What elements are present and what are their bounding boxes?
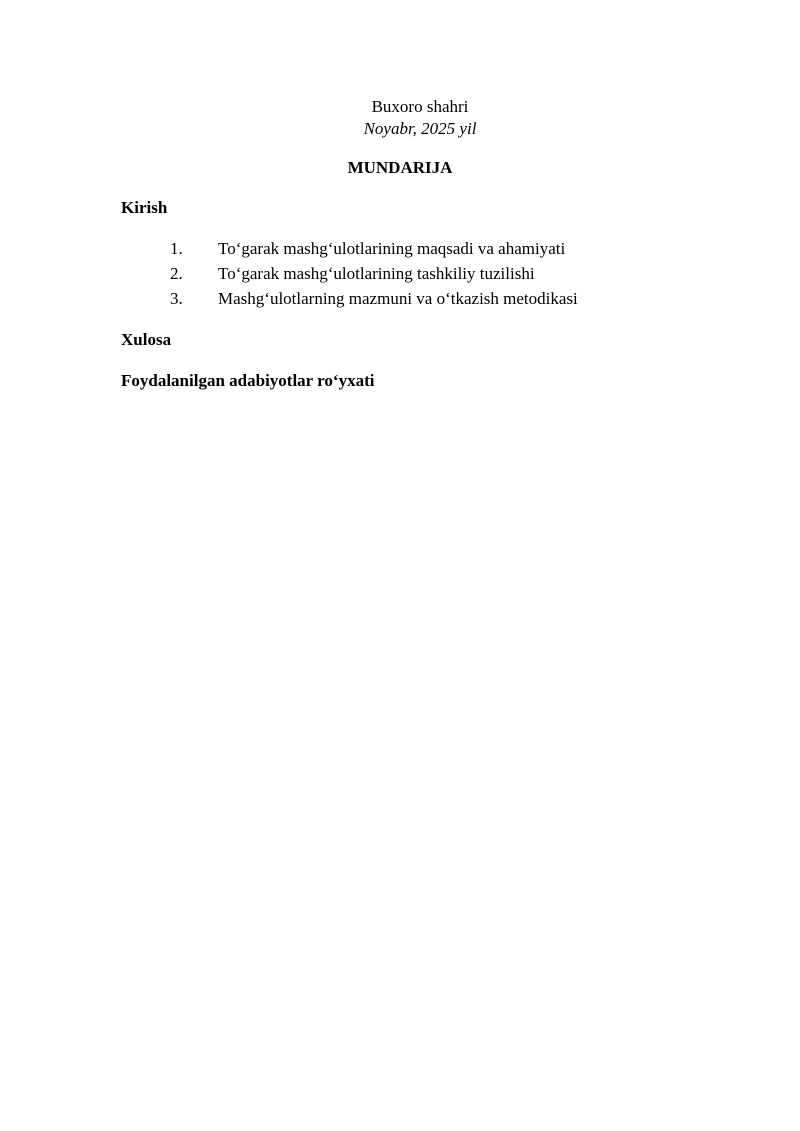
toc-item-number: 1. [170,239,183,258]
city-line: Buxoro shahri [371,97,469,116]
toc-section-references: Foydalanilgan adabiyotlar ro‘yxati [121,371,375,390]
toc-item-text: Mashg‘ulotlarning mazmuni va o‘tkazish metodikasi [218,289,578,308]
toc-title: MUNDARIJA [347,158,453,177]
toc-item-text: To‘garak mashg‘ulotlarining tashkiliy tuzilishi [218,264,535,283]
toc-item-number: 3. [170,289,183,308]
toc-section-intro: Kirish [121,198,168,217]
toc-section-conclusion: Xulosa [121,330,172,349]
toc-item-number: 2. [170,264,183,283]
date-line: Noyabr, 2025 yil [363,119,477,138]
toc-item-text: To‘garak mashg‘ulotlarining maqsadi va ahamiyati [218,239,566,258]
